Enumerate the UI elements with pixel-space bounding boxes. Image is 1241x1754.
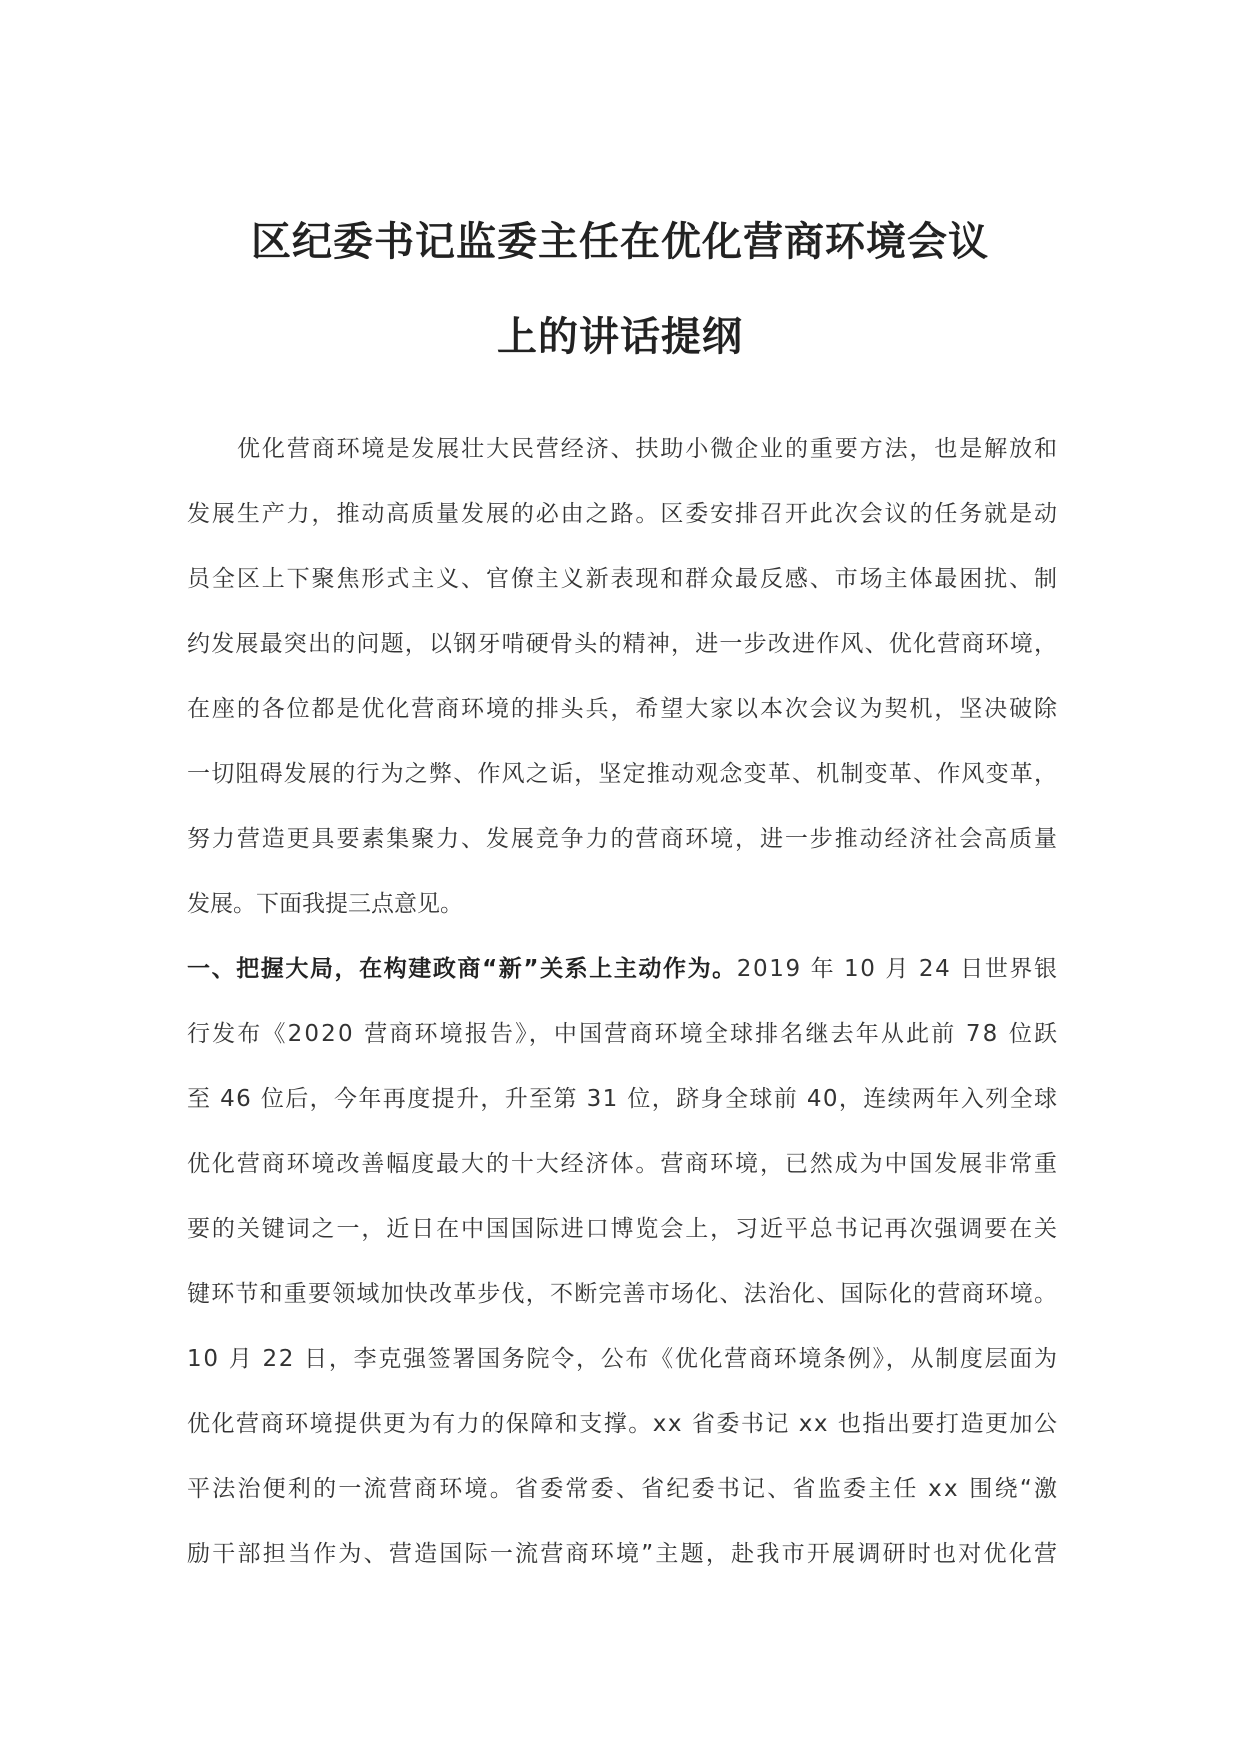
text-line: 至 46 位后，今年再度提升，升至第 31 位，跻身全球前 40，连续两年入列全球	[187, 1086, 1059, 1112]
section-1-first-line-rest: 2019 年 10 月 24 日世界银	[736, 956, 1059, 982]
text-line: 键环节和重要领域加快改革步伐，不断完善市场化、法治化、国际化的营商环境。	[187, 1281, 1059, 1307]
text-line: 员全区上下聚焦形式主义、官僚主义新表现和群众最反感、市场主体最困扰、制	[187, 566, 1059, 592]
text-line: 优化营商环境改善幅度最大的十大经济体。营商环境，已然成为中国发展非常重	[187, 1151, 1059, 1177]
text-line: 在座的各位都是优化营商环境的排头兵，希望大家以本次会议为契机，坚决破除	[187, 696, 1059, 722]
document-title	[170, 195, 1070, 385]
paragraph-intro	[187, 417, 1057, 937]
text-line: 10 月 22 日，李克强签署国务院令，公布《优化营商环境条例》，从制度层面为	[187, 1346, 1059, 1372]
text-line: 努力营造更具要素集聚力、发展竞争力的营商环境，进一步推动经济社会高质量	[187, 826, 1059, 852]
text-line: 励干部担当作为、营造国际一流营商环境”主题，赴我市开展调研时也对优化营	[187, 1541, 1060, 1567]
text-line: 优化营商环境是发展壮大民营经济、扶助小微企业的重要方法，也是解放和	[237, 436, 1059, 462]
title-line-1: 区纪委书记监委主任在优化营商环境会议	[251, 219, 989, 265]
section-1-first-line	[187, 937, 1057, 1002]
title-line-2: 上的讲话提纲	[497, 314, 743, 360]
text-line: 行发布《2020 营商环境报告》，中国营商环境全球排名继去年从此前 78 位跃	[187, 1021, 1060, 1047]
text-line: 约发展最突出的问题，以钢牙啃硬骨头的精神，进一步改进作风、优化营商环境，	[187, 631, 1059, 657]
text-line: 要的关键词之一，近日在中国国际进口博览会上，习近平总书记再次强调要在关	[187, 1216, 1059, 1242]
text-line: 一切阻碍发展的行为之弊、作风之诟，坚定推动观念变革、机制变革、作风变革，	[187, 761, 1059, 787]
section-heading: 一、把握大局，在构建政商“新”关系上主动作为。	[187, 956, 737, 982]
text-line: 发展。下面我提三点意见。	[187, 891, 463, 917]
section-1	[187, 937, 1060, 1587]
text-line: 平法治便利的一流营商环境。省委常委、省纪委书记、省监委主任 xx 围绕“激	[187, 1476, 1060, 1502]
text-line: 优化营商环境提供更为有力的保障和支撑。xx 省委书记 xx 也指出要打造更加公	[187, 1411, 1059, 1437]
text-line: 发展生产力，推动高质量发展的必由之路。区委安排召开此次会议的任务就是动	[187, 501, 1059, 527]
document-body	[187, 417, 1060, 1587]
